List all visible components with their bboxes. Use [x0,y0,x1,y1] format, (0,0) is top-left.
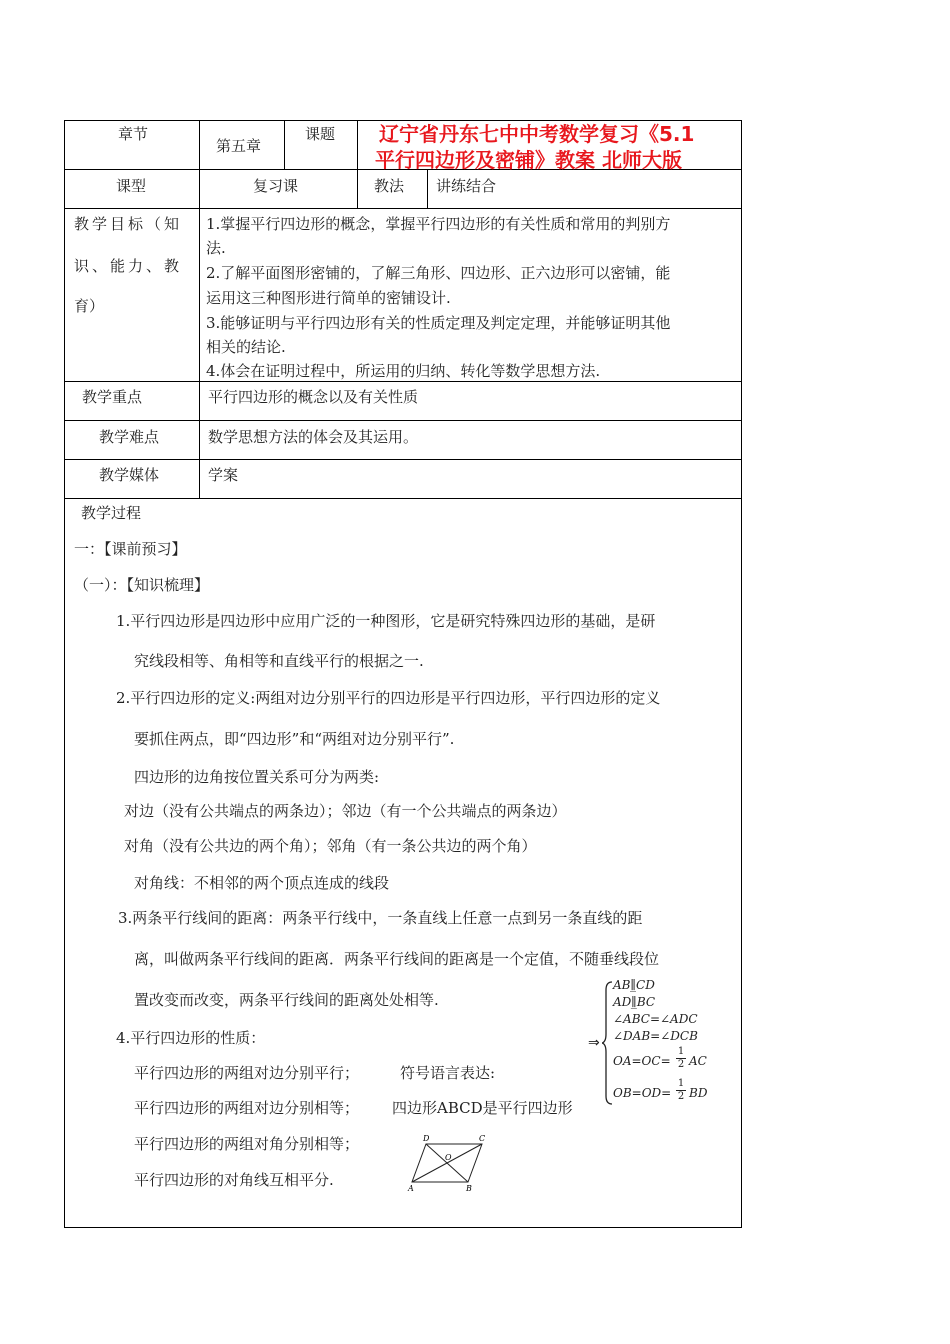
fraction-half: 1 2 [677,1078,685,1102]
row-divider [64,381,742,382]
implies-arrow: ⇒ [588,1035,600,1051]
vertex-label-d: D [423,1134,430,1143]
col-divider [357,120,358,169]
key-point-value: 平行四边形的概念以及有关性质 [208,388,419,406]
vertex-label-b: B [466,1184,472,1193]
media-value: 学案 [208,466,239,484]
chapter-label: 章节 [118,125,149,143]
table-border-right [741,120,742,1228]
key-point-label: 教学重点 [82,388,143,406]
row-divider [64,498,742,499]
parallelogram-diagram [402,1132,492,1194]
difficulty-label: 教学难点 [99,428,160,446]
method-label: 教法 [374,177,405,195]
table-border-bottom [64,1227,742,1228]
vertex-label-c: C [479,1134,486,1143]
col-divider [284,120,285,169]
process-heading: 教学过程 [81,504,142,522]
fraction-half: 1 2 [677,1046,685,1070]
subsection-heading: （一）：【知识梳理】 [74,576,210,594]
difficulty-value: 数学思想方法的体会及其运用。 [208,428,419,446]
col-divider [357,169,358,208]
chapter-value: 第五章 [216,137,262,155]
type-label: 课型 [116,177,147,195]
center-label-o: O [445,1153,452,1162]
section-heading: 一：【课前预习】 [74,540,187,558]
vertex-label-a: A [408,1184,414,1193]
topic-label: 课题 [305,125,336,143]
row-divider [64,459,742,460]
col-divider [427,169,428,208]
lesson-title-line2: 平行四边形及密铺》教案 北师大版 [375,148,682,172]
table-border-left [64,120,65,1228]
row-divider [64,420,742,421]
media-label: 教学媒体 [99,466,160,484]
col-divider [199,120,200,498]
row-divider [64,208,742,209]
lesson-title-line1: 辽宁省丹东七中中考数学复习《5.1 [379,122,695,146]
method-value: 讲练结合 [436,177,497,195]
type-value: 复习课 [253,177,299,195]
